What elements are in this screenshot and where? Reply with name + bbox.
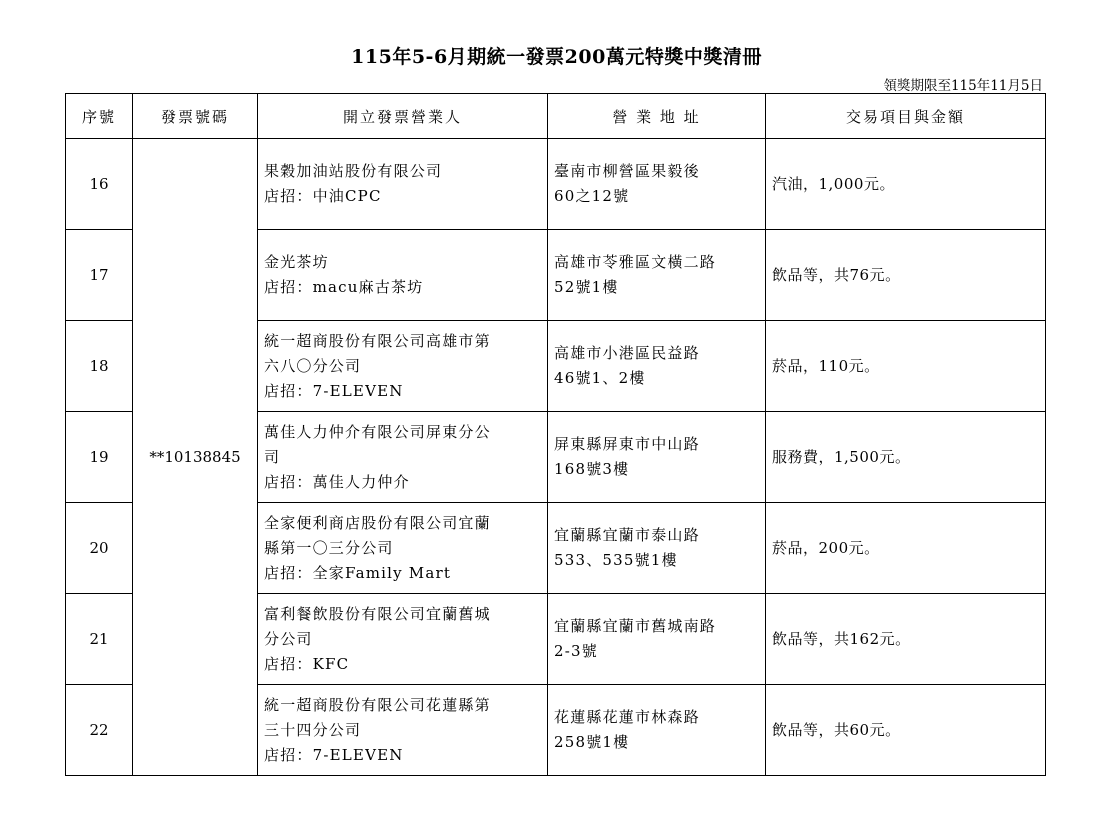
business-name-cell (258, 230, 548, 321)
business-address-line: 高雄市小港區民益路 (554, 344, 700, 362)
business-name-cell (258, 503, 548, 594)
business-address-line: 60之12號 (554, 187, 630, 205)
transaction-item-cell: 飲品等，共162元。 (766, 594, 1046, 685)
business-address-cell (548, 230, 766, 321)
business-address-cell (548, 139, 766, 230)
serial-number-cell: 21 (66, 594, 133, 685)
business-name-line: 店招：全家Family Mart (264, 563, 452, 582)
business-name-line: 店招：KFC (264, 654, 350, 673)
business-address-line: 宜蘭縣宜蘭市舊城南路 (554, 617, 717, 635)
table-row (66, 139, 1046, 230)
business-address-cell (548, 503, 766, 594)
business-address-line: 宜蘭縣宜蘭市泰山路 (554, 526, 700, 544)
business-address-line: 花蓮縣花蓮市林森路 (554, 708, 700, 726)
header-address: 營 業 地 址 (548, 94, 766, 139)
header-serial-no: 序號 (66, 94, 133, 139)
serial-number-cell: 22 (66, 685, 133, 776)
business-address-line: 168號3樓 (554, 460, 630, 478)
table-header-row (66, 94, 1046, 139)
document-title: 115年5-6月期統一發票200萬元特獎中獎清冊 (351, 46, 762, 68)
transaction-item-cell: 汽油，1,000元。 (766, 139, 1046, 230)
table-body (66, 139, 1046, 776)
business-name-cell (258, 594, 548, 685)
business-name-line: 全家便利商店股份有限公司宜蘭 (264, 513, 491, 532)
header-business: 開立發票營業人 (258, 94, 548, 139)
business-name-line: 金光茶坊 (264, 253, 329, 271)
transaction-item-cell: 菸品，200元。 (766, 503, 1046, 594)
business-address-line: 屏東縣屏東市中山路 (554, 435, 700, 453)
serial-number-cell: 17 (66, 230, 133, 321)
transaction-item-cell: 飲品等，共60元。 (766, 685, 1046, 776)
business-name-cell (258, 685, 548, 776)
serial-number-cell: 20 (66, 503, 133, 594)
business-address-line: 533、535號1樓 (554, 551, 678, 569)
business-name-line: 果穀加油站股份有限公司 (264, 162, 443, 180)
business-name-line: 店招：中油CPC (264, 187, 382, 205)
business-name-cell (258, 412, 548, 503)
business-address-line: 52號1樓 (554, 278, 619, 296)
business-address-line: 臺南市柳營區果毅後 (554, 162, 700, 180)
business-name-line: 三十四分公司 (264, 720, 362, 739)
transaction-item-cell: 菸品，110元。 (766, 321, 1046, 412)
business-name-line: 店招：萬佳人力仲介 (264, 472, 410, 491)
business-address-cell (548, 685, 766, 776)
business-name-line: 統一超商股份有限公司高雄市第 (264, 331, 491, 350)
business-address-line: 46號1、2樓 (554, 369, 646, 387)
header-invoice-number: 發票號碼 (133, 94, 258, 139)
business-name-line: 縣第一〇三分公司 (264, 538, 394, 557)
business-name-line: 司 (264, 447, 281, 466)
business-address-line: 258號1樓 (554, 733, 630, 751)
business-name-line: 店招：macu麻古茶坊 (264, 278, 424, 296)
serial-number-cell: 19 (66, 412, 133, 503)
business-name-line: 富利餐飲股份有限公司宜蘭舊城 (264, 604, 491, 623)
claim-deadline: 領獎期限至115年11月5日 (883, 78, 1043, 94)
business-address-line: 高雄市苓雅區文橫二路 (554, 253, 717, 271)
business-name-line: 萬佳人力仲介有限公司屏東分公 (264, 422, 491, 441)
business-name-line: 分公司 (264, 629, 313, 648)
invoice-number-cell: **10138845 (133, 139, 258, 776)
business-name-cell (258, 321, 548, 412)
business-address-cell (548, 594, 766, 685)
business-name-cell (258, 139, 548, 230)
serial-number-cell: 18 (66, 321, 133, 412)
business-name-line: 六八〇分公司 (264, 356, 362, 375)
header-transaction: 交易項目與金額 (766, 94, 1046, 139)
business-name-line: 店招：7-ELEVEN (264, 745, 404, 764)
business-address-line: 2-3號 (554, 642, 598, 660)
business-name-line: 店招：7-ELEVEN (264, 381, 404, 400)
business-name-line: 統一超商股份有限公司花蓮縣第 (264, 695, 491, 714)
transaction-item-cell: 服務費，1,500元。 (766, 412, 1046, 503)
winners-table (65, 93, 1046, 776)
transaction-item-cell: 飲品等，共76元。 (766, 230, 1046, 321)
serial-number-cell: 16 (66, 139, 133, 230)
business-address-cell (548, 412, 766, 503)
business-address-cell (548, 321, 766, 412)
